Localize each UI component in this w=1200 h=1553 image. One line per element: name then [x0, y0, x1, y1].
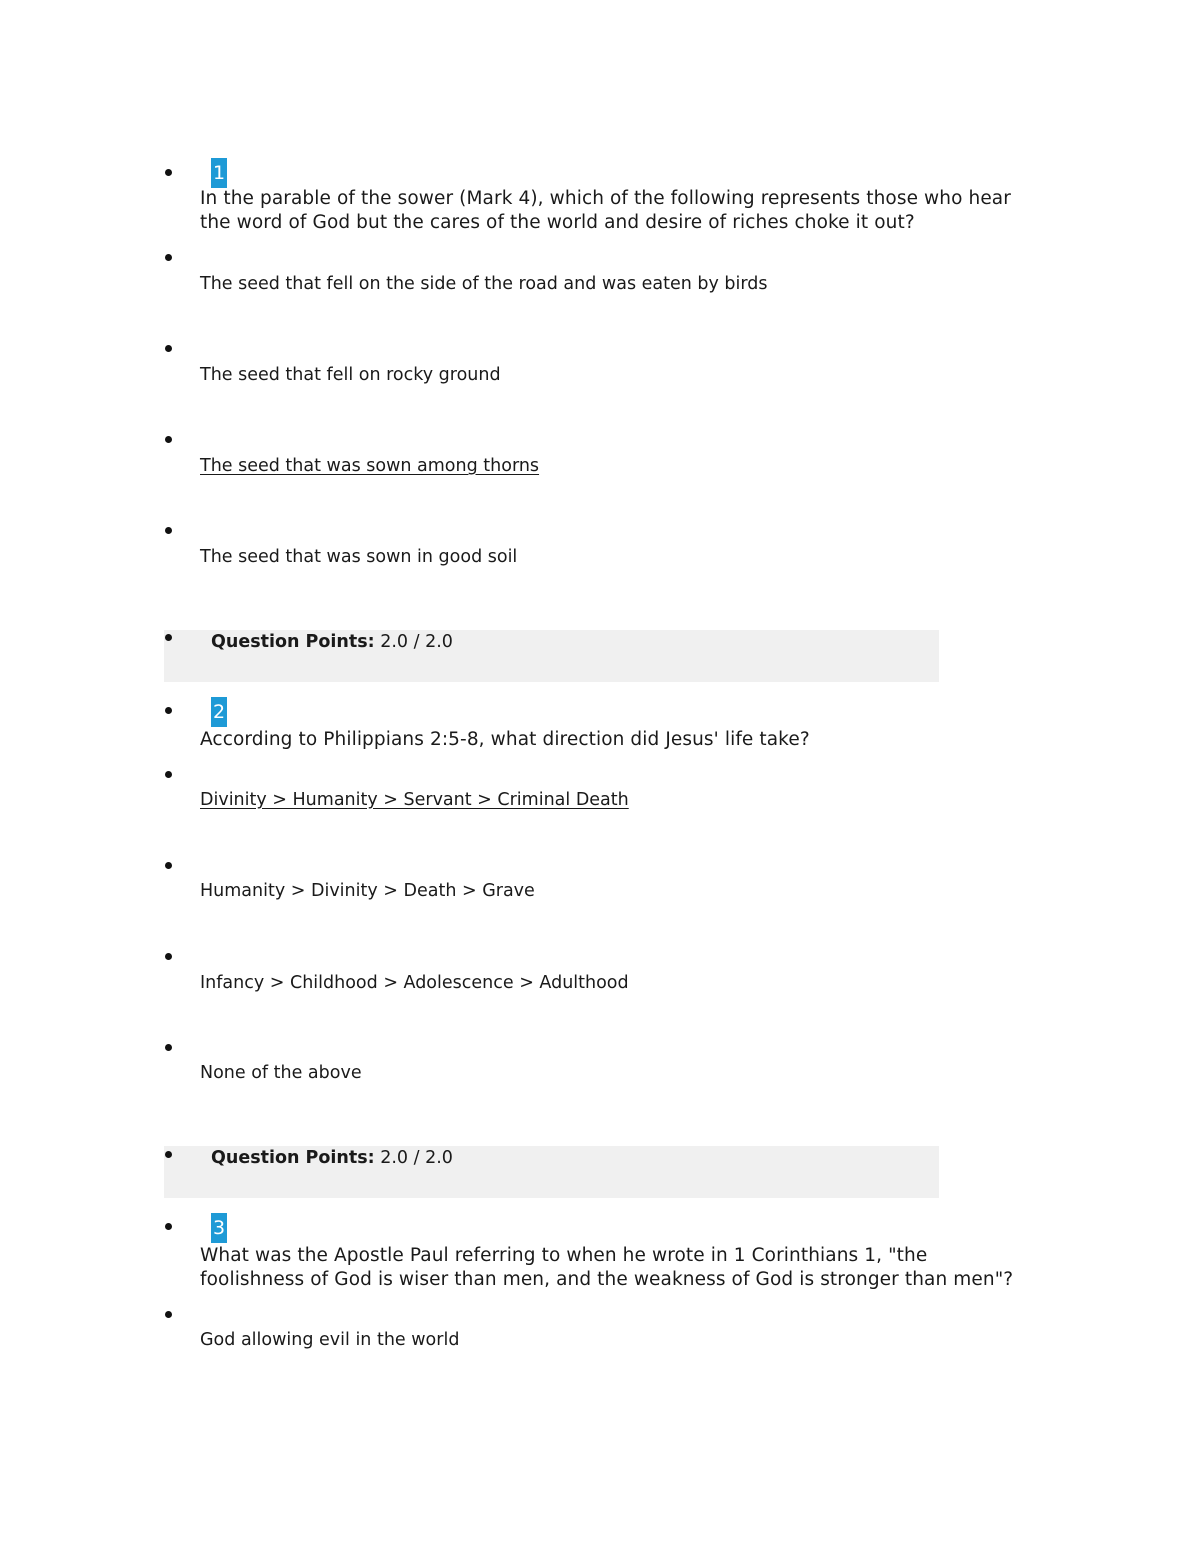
bullet-icon [165, 436, 172, 443]
bullet-icon [165, 345, 172, 352]
answer-option-label: None of the above [200, 1063, 362, 1083]
question-points-label: Question Points: [211, 632, 375, 652]
bullet-icon [165, 1311, 172, 1318]
question-points-bar [164, 630, 939, 682]
bullet-icon [165, 1151, 172, 1158]
question-points [211, 1146, 453, 1170]
question-points-value: 2.0 / 2.0 [380, 632, 453, 652]
bullet-icon [165, 862, 172, 869]
question-points-value: 2.0 / 2.0 [380, 1148, 453, 1168]
answer-option-label: The seed that fell on the side of the road and was eaten by birds [200, 274, 768, 294]
question-number-badge: 1 [211, 158, 227, 188]
answer-option-label: Divinity > Humanity > Servant > Criminal Death [200, 790, 629, 810]
answer-option-label: Infancy > Childhood > Adolescence > Adulthood [200, 973, 629, 993]
question-text: What was the Apostle Paul referring to when he wrote in 1 Corinthians 1, "the foolishness of God is wiser than men, and the weakness of God is stronger than men"? [200, 1245, 1014, 1290]
question-points-label: Question Points: [211, 1148, 375, 1168]
bullet-icon [165, 707, 172, 714]
question-number-badge: 2 [211, 697, 227, 727]
bullet-icon [165, 527, 172, 534]
question-points [211, 630, 453, 654]
question-points-bar [164, 1146, 939, 1198]
question-number-badge: 3 [211, 1213, 227, 1243]
bullet-icon [165, 634, 172, 641]
bullet-icon [165, 771, 172, 778]
question-text: According to Philippians 2:5-8, what direction did Jesus' life take? [200, 729, 810, 750]
answer-option-label: God allowing evil in the world [200, 1330, 460, 1350]
question-text: In the parable of the sower (Mark 4), which of the following represents those who hear the word of God but the cares of the world and desire of riches choke it out? [200, 188, 1011, 233]
bullet-icon [165, 169, 172, 176]
answer-option-label: Humanity > Divinity > Death > Grave [200, 881, 535, 901]
bullet-icon [165, 254, 172, 261]
bullet-icon [165, 953, 172, 960]
bullet-icon [165, 1223, 172, 1230]
answer-option-label: The seed that fell on rocky ground [200, 365, 501, 385]
answer-option-label: The seed that was sown in good soil [200, 547, 518, 567]
answer-option-label: The seed that was sown among thorns [200, 456, 540, 476]
bullet-icon [165, 1044, 172, 1051]
